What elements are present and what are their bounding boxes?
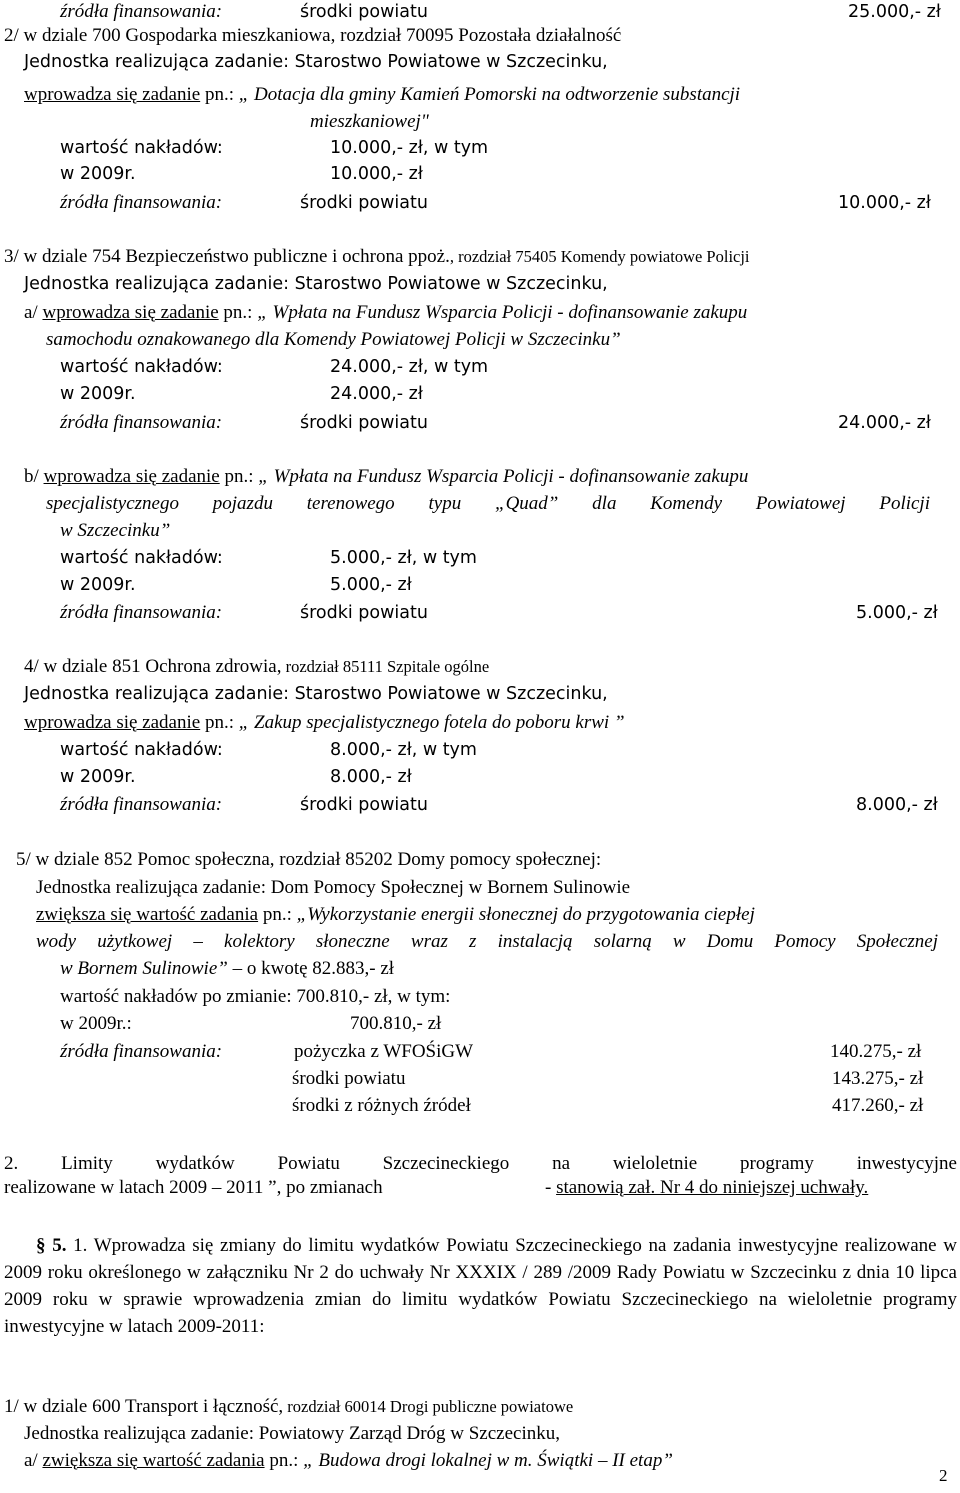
task-title-end [60, 957, 394, 981]
funding-source: środki powiatu [300, 795, 428, 815]
task-action: wprowadza się zadanie [24, 712, 201, 733]
year-value: 5.000,- zł [330, 575, 412, 595]
task-title: „ Wpłata na Fundusz Wsparcia Policji - dofinansowanie zakupu [258, 466, 749, 487]
section-heading-chapter: , rozdział 75405 Komendy powiatowe Policji [449, 247, 750, 266]
year-value: 700.810,- zł [350, 1013, 442, 1034]
funding-source: środki powiatu [300, 193, 428, 213]
section-heading-chapter: rozdział 85111 Szpitale ogólne [281, 657, 490, 676]
section-heading [4, 1395, 573, 1419]
funding-amount: 25.000,- zł [848, 2, 941, 22]
task-title: „ Wpłata na Fundusz Wsparcia Policji - dofinansowanie zakupu [257, 302, 748, 323]
task-action: wprowadza się zadanie [42, 302, 219, 323]
task-line [24, 301, 747, 325]
outlay-value: 5.000,- zł, w tym [330, 548, 477, 568]
task-title: „ Budowa drogi lokalnej w m. Świątki – II etap” [303, 1450, 673, 1471]
funding-amount: 417.260,- zł [832, 1095, 924, 1116]
task-line [36, 903, 755, 927]
year-value: 10.000,- zł [330, 164, 423, 184]
task-pn: pn.: [219, 466, 259, 487]
funding-sources-label: źródła finansowania: [60, 1041, 223, 1062]
limits-paragraph-line1: 2. Limity wydatków Powiatu Szczecineckiego na wieloletnie programy inwestycyjne [4, 1153, 957, 1174]
section-heading-main: 4/ w dziale 851 Ochrona zdrowia, [24, 656, 282, 677]
task-pn: pn.: [218, 302, 258, 323]
year-value: 8.000,- zł [330, 767, 412, 787]
outlay-value: 8.000,- zł, w tym [330, 740, 477, 760]
task-title: „ Zakup specjalistycznego fotela do poboru krwi ” [238, 712, 625, 733]
year-label: w 2009r. [60, 575, 136, 595]
task-line [24, 465, 748, 489]
task-action: zwiększa się wartość zadania [36, 904, 259, 925]
task-action: zwiększa się wartość zadania [42, 1450, 265, 1471]
task-pn: pn.: [258, 904, 297, 925]
funding-amount: 8.000,- zł [856, 795, 938, 815]
section-heading: 2/ w dziale 700 Gospodarka mieszkaniowa, rozdział 70095 Pozostała działalność [4, 25, 622, 46]
task-line [24, 1449, 673, 1473]
funding-sources-label: źródła finansowania: [60, 794, 223, 815]
section-heading-main: 1/ w dziale 600 Transport i łączność, [4, 1396, 284, 1417]
task-marker: a/ [24, 302, 43, 323]
task-marker: a/ [24, 1450, 43, 1471]
year-label: w 2009r. [60, 384, 136, 404]
outlay-label: wartość nakładów: [60, 357, 223, 377]
section-heading: 5/ w dziale 852 Pomoc społeczna, rozdział 85202 Domy pomocy społecznej: [16, 849, 602, 870]
outlay-label: wartość nakładów: [60, 548, 223, 568]
funding-sources-label: źródła finansowania: [60, 1, 223, 22]
funding-sources-label: źródła finansowania: [60, 602, 223, 623]
outlay-label: wartość nakładów: [60, 740, 223, 760]
section-heading [4, 245, 750, 269]
funding-source: środki powiatu [300, 2, 428, 22]
task-title: „ Dotacja dla gminy Kamień Pomorski na odtworzenie substancji [238, 84, 741, 105]
funding-sources-label: źródła finansowania: [60, 192, 223, 213]
year-label: w 2009r. [60, 164, 136, 184]
outlay-value: 24.000,- zł, w tym [330, 357, 489, 377]
section-heading-main: 3/ w dziale 754 Bezpieczeństwo publiczne i ochrona ppoż. [4, 246, 450, 267]
year-label: w 2009r. [60, 767, 136, 787]
task-action: wprowadza się zadanie [24, 84, 201, 105]
section-5-paragraph [4, 1232, 957, 1340]
task-pn: pn.: [200, 712, 239, 733]
funding-amount: 140.275,- zł [830, 1041, 922, 1062]
task-line [24, 711, 625, 735]
section-5-number: § 5. [36, 1235, 67, 1256]
outlay-label: wartość nakładów: [60, 138, 223, 158]
section-heading-chapter: rozdział 60014 Drogi publiczne powiatowe [283, 1397, 574, 1416]
task-title-cont: wody użytkowej – kolektory słoneczne wraz z instalacją solarną w Domu Pomocy Społecznej [36, 931, 938, 952]
outlay-after-change: wartość nakładów po zmianie: 700.810,- zł, w tym: [60, 986, 451, 1007]
funding-amount: 5.000,- zł [856, 603, 938, 623]
page-number: 2 [939, 1466, 948, 1485]
implementing-unit: Jednostka realizująca zadanie: Starostwo Powiatowe w Szczecinku, [24, 274, 608, 294]
funding-source: środki powiatu [300, 413, 428, 433]
task-pn: pn.: [264, 1450, 304, 1471]
funding-amount: 24.000,- zł [838, 413, 931, 433]
task-title-cont: samochodu oznakowanego dla Komendy Powiatowej Policji w Szczecinku” [46, 329, 621, 350]
task-title-cont: mieszkaniowej" [310, 111, 429, 132]
limits-paragraph-line2-left: realizowane w latach 2009 – 2011 ”, po zmianach [4, 1177, 383, 1198]
funding-source: środki powiatu [300, 603, 428, 623]
outlay-value: 10.000,- zł, w tym [330, 138, 489, 158]
implementing-unit: Jednostka realizująca zadanie: Powiatowy Zarząd Dróg w Szczecinku, [24, 1423, 560, 1444]
section-5-text: 1. Wprowadza się zmiany do limitu wydatków Powiatu Szczecineckiego na zadania inwestycyjne realizowane w 2009 roku określonego w załączniku Nr 2 do uchwały Nr XXXIX / 289 /2009 Rady Powiatu w Szczecinku z dnia 10 lipca 2009 roku w sprawie wprowadzenia zmian do limitu wydatków Powiatu Szczecineckiego na wieloletnie programy inwestycyjne w latach 2009-2011: [4, 1235, 958, 1337]
funding-amount: 10.000,- zł [838, 193, 931, 213]
year-label: w 2009r.: [60, 1013, 132, 1034]
section-heading [24, 655, 489, 679]
limits-reference: stanowią zał. Nr 4 do niniejszej uchwały. [556, 1177, 869, 1198]
task-title-cont: specjalistycznego pojazdu terenowego typu „Quad” dla Komendy Powiatowej Policji [46, 493, 930, 514]
year-value: 24.000,- zł [330, 384, 423, 404]
limits-dash: - [545, 1177, 557, 1198]
funding-source: pożyczka z WFOŚiGW [294, 1041, 474, 1062]
funding-sources-label: źródła finansowania: [60, 412, 223, 433]
implementing-unit: Jednostka realizująca zadanie: Starostwo Powiatowe w Szczecinku, [24, 684, 608, 704]
task-action: wprowadza się zadanie [43, 466, 220, 487]
task-line [24, 83, 740, 107]
funding-amount: 143.275,- zł [832, 1068, 924, 1089]
limits-paragraph-line2-right [545, 1176, 868, 1200]
task-title: „Wykorzystanie energii słonecznej do przygotowania ciepłej [296, 904, 755, 925]
task-marker: b/ [24, 466, 44, 487]
implementing-unit: Jednostka realizująca zadanie: Dom Pomocy Społecznej w Bornem Sulinowie [36, 877, 631, 898]
task-pn: pn.: [200, 84, 239, 105]
funding-source: środki z różnych źródeł [292, 1095, 471, 1116]
funding-source: środki powiatu [292, 1068, 406, 1089]
task-title-cont: w Bornem Sulinowie” [60, 958, 228, 979]
increase-amount: – o kwotę 82.883,- zł [227, 958, 395, 979]
task-title-cont: w Szczecinku” [60, 520, 171, 541]
implementing-unit: Jednostka realizująca zadanie: Starostwo Powiatowe w Szczecinku, [24, 52, 608, 72]
